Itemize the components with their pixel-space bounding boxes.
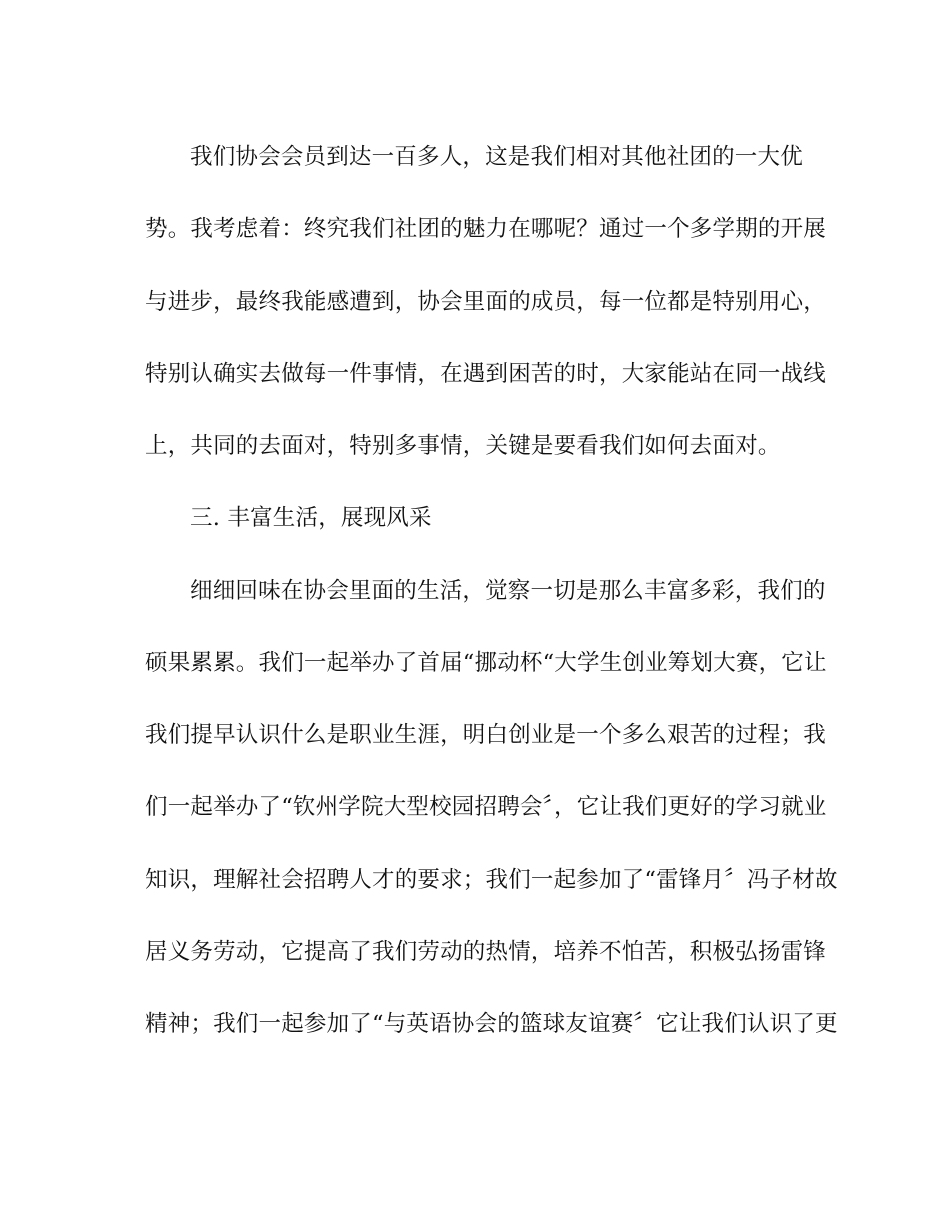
paragraph-line: 上，共同的去面对，特别多事情，关键是要看我们如何去面对。 xyxy=(145,433,781,459)
paragraph-line: 硕果累累。我们一起举办了首届“挪动杯“大学生创业筹划大赛，它让 xyxy=(145,650,827,676)
section-heading: 三. 丰富生活，展现风采 xyxy=(190,505,432,531)
paragraph-line: 势。我考虑着：终究我们社团的魅力在哪呢？通过一个多学期的开展 xyxy=(145,216,827,242)
paragraph-line: 与进步，最终我能感遭到，协会里面的成员，每一位都是特别用心， xyxy=(145,289,827,315)
paragraph-line: 们一起举办了“钦州学院大型校园招聘会〞，它让我们更好的学习就业 xyxy=(145,794,827,820)
paragraph-line: 细细回味在协会里面的生活，觉察一切是那么丰富多彩，我们的 xyxy=(190,578,826,604)
paragraph-line: 知识，理解社会招聘人才的要求；我们一起参加了“雷锋月〞冯子材故 xyxy=(145,867,838,893)
paragraph-line: 我们提早认识什么是职业生涯，明白创业是一个多么艰苦的过程；我 xyxy=(145,722,827,748)
paragraph-line: 居义务劳动，它提高了我们劳动的热情，培养不怕苦，积极弘扬雷锋 xyxy=(145,939,827,965)
paragraph-line: 我们协会会员到达一百多人，这是我们相对其他社团的一大优 xyxy=(190,144,803,170)
paragraph-line: 精神；我们一起参加了“与英语协会的篮球友谊赛〞它让我们认识了更 xyxy=(145,1011,838,1037)
paragraph-line: 特别认确实去做每一件事情，在遇到困苦的时，大家能站在同一战线 xyxy=(145,361,827,387)
